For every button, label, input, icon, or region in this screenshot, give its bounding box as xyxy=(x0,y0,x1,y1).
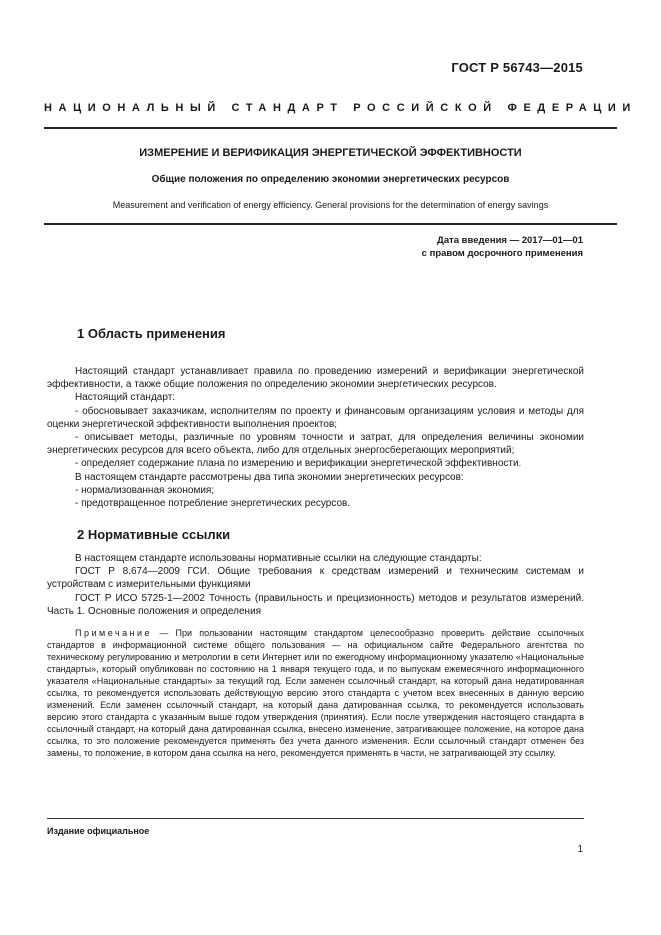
national-standard-heading: НАЦИОНАЛЬНЫЙ СТАНДАРТ РОССИЙСКОЙ ФЕДЕРАЦИИ xyxy=(44,102,637,114)
document-subtitle-ru: Общие положения по определению экономии энергетических ресурсов xyxy=(151,174,510,185)
reference-item: ГОСТ Р ИСО 5725-1—2002 Точность (правильность и прецизионность) методов и результатов измерений. Часть 1. Основные положения и определения xyxy=(47,592,584,617)
paragraph: Настоящий стандарт: xyxy=(75,392,176,404)
list-item: - нормализованная экономия; xyxy=(75,484,215,496)
note-text: — При пользовании настоящим стандартом целесообразно проверить действие ссылочных стандартов в информационной системе общего пользования — на официальном сайте Федерального агентства по техническому регулированию и метрологии в сети Интернет или по ежегодному информационному указателю «Национальные стандарты», который опубликован по состоянию на 1 января текущего года, и по выпускам ежемесячного информационного указателя «Национальные стандарты» за текущий год. Если заменен ссылочный стандарт, на который дана недатированная ссылка, то рекомендуется использовать действующую версию этого стандарта с учетом всех внесенных в данную версию изменений. Если заменен ссылочный стандарт, на который дана датированная ссылка, то рекомендуется использовать версию этого стандарта с указанным выше годом утверждения (принятия). Если после утверждения настоящего стандарта в ссылочный стандарт, на который дана датированная ссылка, внесено изменение, затрагивающее положение, на которое дана ссылка, то это положение рекомендуется применять без учета данного изменения. Если ссылочный стандарт отменен без замены, то положение, в котором дана ссылка на него, рекомендуется применять в части, не затрагивающей эту ссылку. xyxy=(47,628,584,758)
footer-divider xyxy=(47,818,584,819)
reference-item: ГОСТ Р 8.674—2009 ГСИ. Общие требования к средствам измерений и техническим системам и устройствам с измерительными функциями xyxy=(47,566,584,591)
note-paragraph xyxy=(47,627,584,759)
list-item: - описывает методы, различные по уровням точности и затрат, для определения величины экономии энергетических ресурсов для всего объекта, либо для отдельных энергосберегающих мероприятий; xyxy=(47,432,584,457)
list-item: - обосновывает заказчикам, исполнителям по проекту и финансовым организациям условия и методы для оценки энергетической эффективности выполнения проектов; xyxy=(47,405,584,430)
title-divider xyxy=(44,223,617,225)
paragraph: В настоящем стандарте использованы нормативные ссылки на следующие стандарты: xyxy=(75,553,482,564)
intro-date-block xyxy=(422,234,583,260)
list-item: - предотвращенное потребление энергетических ресурсов. xyxy=(75,498,351,510)
paragraph: В настоящем стандарте рассмотрены два типа экономии энергетических ресурсов: xyxy=(75,471,464,483)
list-item: - определяет содержание плана по измерению и верификации энергетической эффективности. xyxy=(75,458,522,470)
page-number: 1 xyxy=(577,844,583,855)
document-title-ru: ИЗМЕРЕНИЕ И ВЕРИФИКАЦИЯ ЭНЕРГЕТИЧЕСКОЙ ЭФФЕКТИВНОСТИ xyxy=(139,147,522,159)
section-2-title: 2 Нормативные ссылки xyxy=(77,527,231,542)
official-edition-label: Издание официальное xyxy=(47,826,150,836)
early-application-note: с правом досрочного применения xyxy=(421,248,583,259)
document-number: ГОСТ Р 56743—2015 xyxy=(451,60,583,75)
document-title-en: Measurement and verification of energy efficiency. General provisions for the determination of energy savings xyxy=(112,200,549,210)
note-label: Примечание xyxy=(75,628,153,638)
section-1-title: 1 Область применения xyxy=(77,326,226,341)
note-block xyxy=(47,627,584,759)
section-1-body xyxy=(47,365,584,510)
section-2-body xyxy=(47,552,584,618)
intro-date: Дата введения — 2017—01—01 xyxy=(437,235,583,246)
paragraph: Настоящий стандарт устанавливает правила по проведению измерений и верификации энергетической эффективности, а также общие положения по определению экономии энергетических ресурсов. xyxy=(47,366,584,391)
top-divider xyxy=(44,127,617,129)
